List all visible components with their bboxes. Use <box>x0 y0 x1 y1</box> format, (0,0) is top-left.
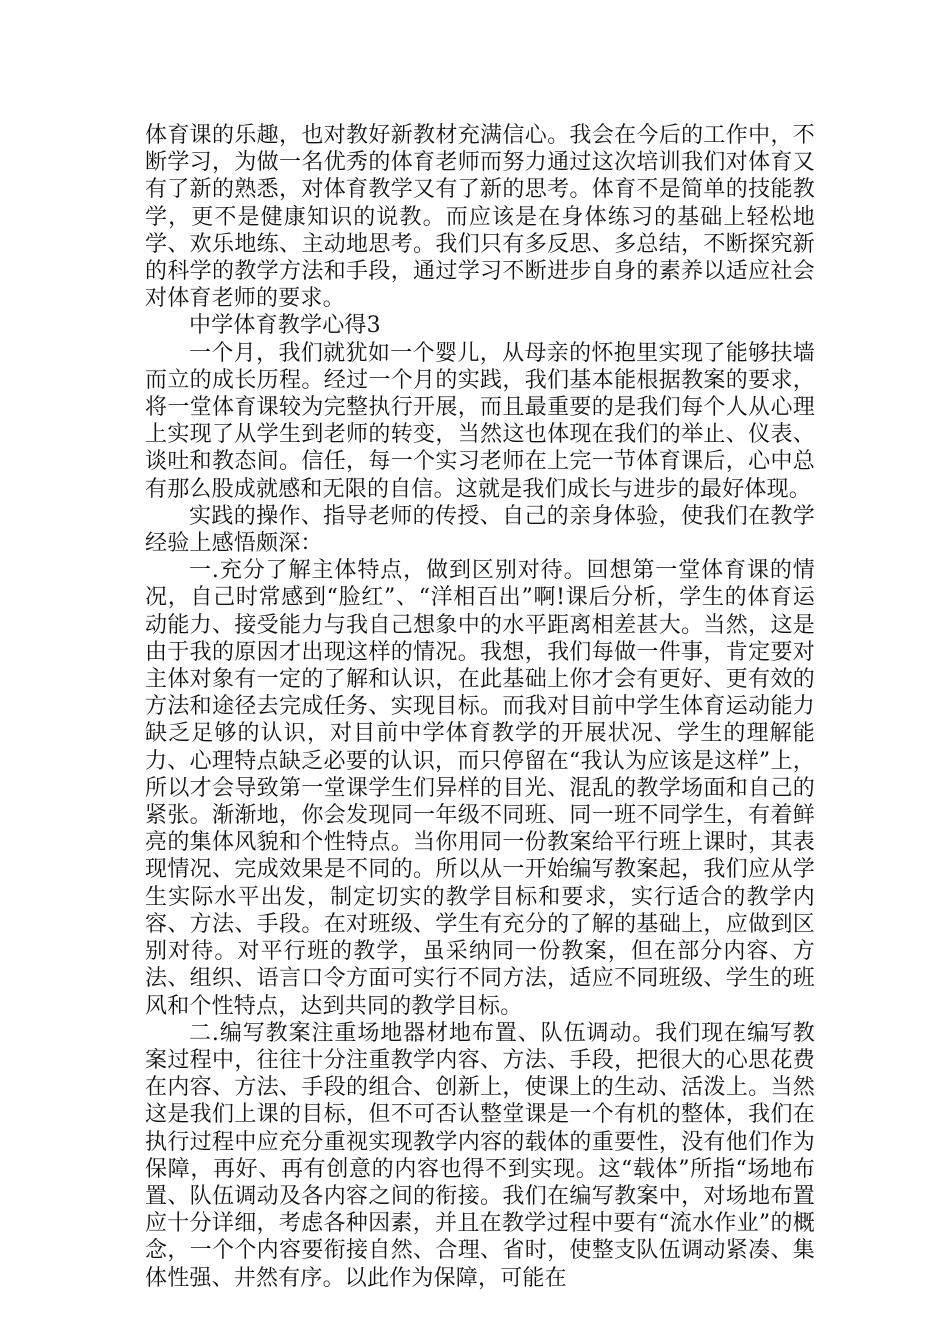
paragraph-2: 一个月，我们就犹如一个婴儿，从母亲的怀抱里实现了能够扶墙而立的成长历程。经过一个月的实践，我们基本能根据教案的要求，将一堂体育课较为完整执行开展，而且最重要的是我们每个人从心理上实现了从学生到老师的转变，当然这也体现在我们的举止、仪表、谈吐和教态间。信任，每一个实习老师在上完一节体育课后，心中总有那么股成就感和无限的自信。这就是我们成长与进步的最好体现。 <box>145 340 815 502</box>
paragraph-1: 体育课的乐趣，也对教好新教材充满信心。我会在今后的工作中，不断学习，为做一名优秀的体育老师而努力通过这次培训我们对体育又有了新的熟悉，对体育教学又有了新的思考。体育不是简单的技能教学，更不是健康知识的说教。而应该是在身体练习的基础上轻松地学、欢乐地练、主动地思考。我们只有多反思、多总结，不断探究新的科学的教学方法和手段，通过学习不断进步自身的素养以适应社会对体育老师的要求。 <box>145 123 815 312</box>
paragraph-3: 实践的操作、指导老师的传授、自己的亲身体验，使我们在教学经验上感悟颇深： <box>145 503 815 557</box>
paragraph-4: 一.充分了解主体特点，做到区别对待。回想第一堂体育课的情况，自己时常感到“脸红”、“洋相百出”啊!课后分析，学生的体育运动能力、接受能力与我自己想象中的水平距离相差甚大。当然，这是由于我的原因才出现这样的情况。我想，我们每做一件事，肯定要对主体对象有一定的了解和认识，在此基础上你才会有更好、更有效的方法和途径去完成任务、实现目标。而我对目前中学生体育运动能力缺乏足够的认识，对目前中学体育教学的开展状况、学生的理解能力、心理特点缺乏必要的认识，而只停留在“我认为应该是这样”上，所以才会导致第一堂课学生们异样的目光、混乱的教学场面和自己的紧张。渐渐地，你会发现同一年级不同班、同一班不同学生，有着鲜亮的集体风貌和个性特点。当你用同一份教案给平行班上课时，其表现情况、完成效果是不同的。所以从一开始编写教案起，我们应从学生实际水平出发，制定切实的教学目标和要求，实行适合的教学内容、方法、手段。在对班级、学生有充分的了解的基础上，应做到区别对待。对平行班的教学，虽采纳同一份教案，但在部分内容、方法、组织、语言口令方面可实行不同方法，适应不同班级、学生的班风和个性特点，达到共同的教学目标。 <box>145 558 815 1019</box>
section-heading: 中学体育教学心得3 <box>189 313 381 339</box>
document-body <box>145 122 815 1292</box>
paragraph-5: 二.编写教案注重场地器材地布置、队伍调动。我们现在编写教案过程中，往往十分注重教学内容、方法、手段，把很大的心思花费在内容、方法、手段的组合、创新上，使课上的生动、活泼上。当然这是我们上课的目标，但不可否认整堂课是一个有机的整体，我们在执行过程中应充分重视实现教学内容的载体的重要性，没有他们作为保障，再好、再有创意的内容也得不到实现。这“载体”所指“场地布置、队伍调动及各内容之间的衔接。我们在编写教案中，对场地布置应十分详细，考虑各种因素，并且在教学过程中要有“流水作业”的概念，一个个内容要衔接自然、合理、省时，使整支队伍调动紧凑、集体性强、井然有序。以此作为保障，可能在 <box>145 1020 815 1291</box>
